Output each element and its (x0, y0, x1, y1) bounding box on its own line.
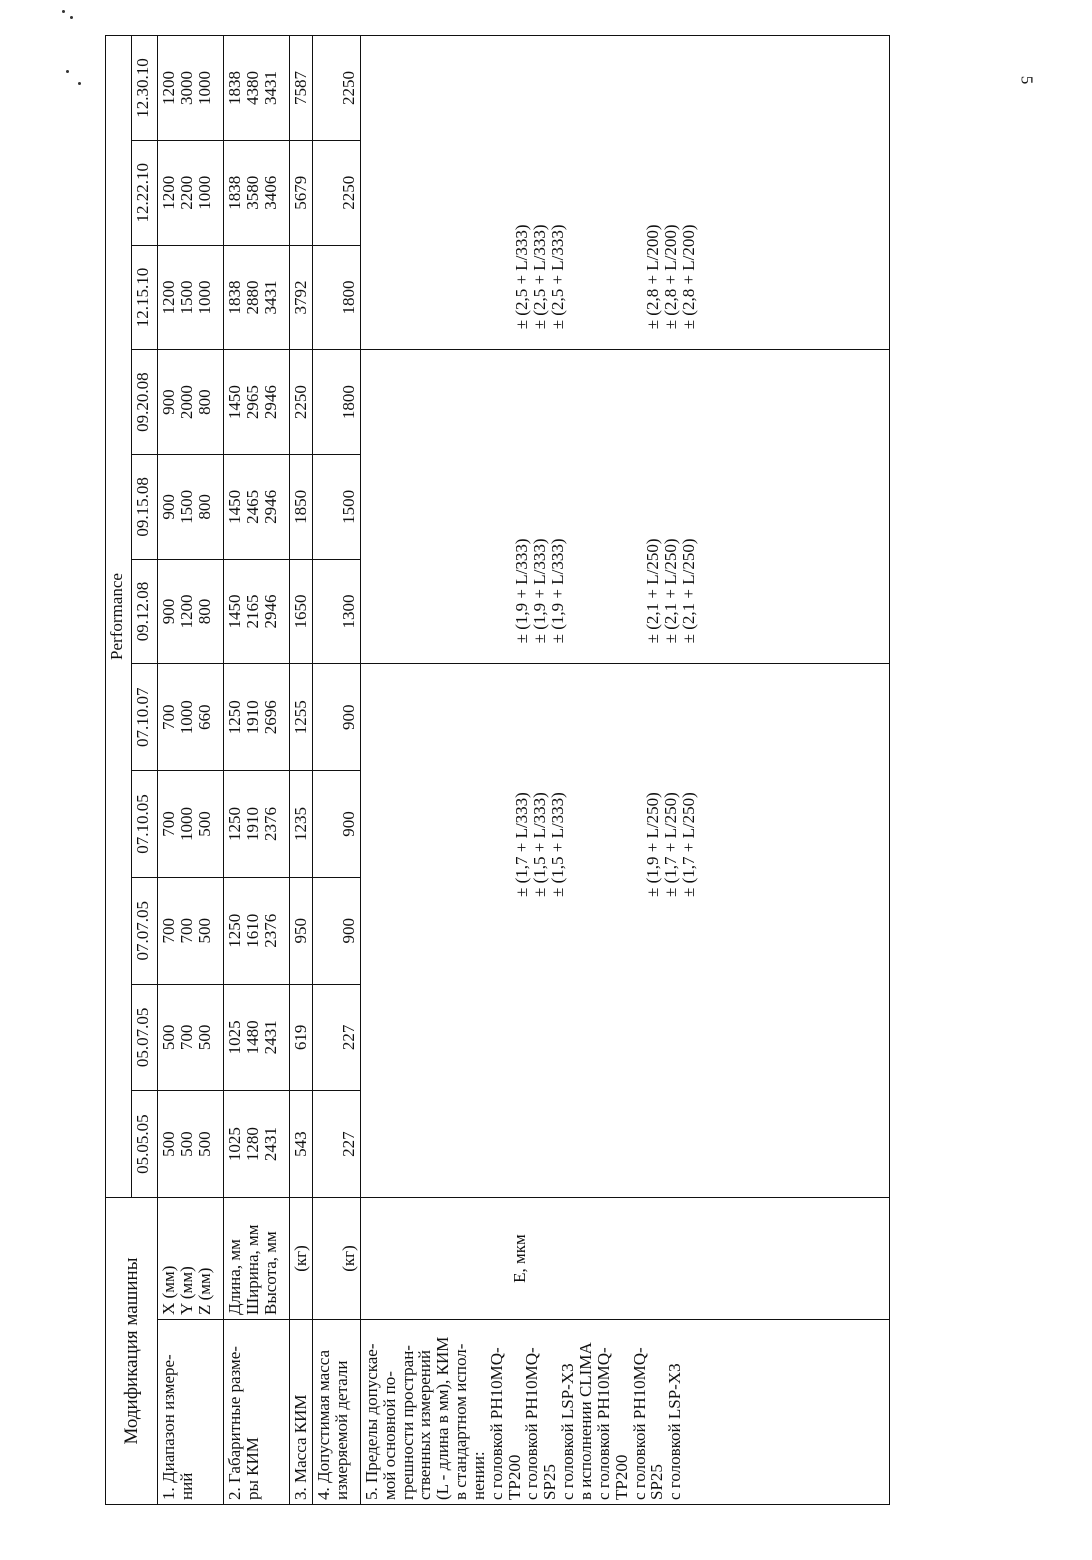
value: 4380 (242, 70, 262, 105)
value-cell (224, 877, 290, 984)
error-label-line: с головкой LSP-X3 (665, 1363, 685, 1500)
value-cell (158, 454, 224, 559)
clima-tolerances (644, 40, 698, 329)
model-code: 12.22.10 (132, 140, 158, 245)
unit-label: Y (мм) (176, 1266, 196, 1315)
value: 2946 (260, 594, 280, 629)
model-code: 12.30.10 (132, 36, 158, 141)
value-cell: 2250 (290, 350, 313, 455)
value: 1500 (176, 280, 196, 315)
value: 1450 (225, 385, 244, 420)
value: 1250 (225, 806, 244, 841)
model-code: 07.07.05 (132, 877, 158, 984)
tolerance: ± (2,5 + L/333) (511, 224, 531, 330)
value: 1910 (242, 700, 262, 735)
error-row (360, 36, 889, 1505)
value-cell: 543 (290, 1091, 313, 1198)
page-number: 5 (1017, 75, 1037, 85)
value-cell (158, 559, 224, 664)
value: 1000 (194, 280, 214, 315)
value-cell: 1255 (290, 664, 313, 771)
error-label-line: мой основной по- (379, 1371, 399, 1500)
value: 1000 (194, 175, 214, 210)
value: 660 (194, 704, 214, 730)
value-cell: 1235 (290, 771, 313, 878)
value: 900 (159, 389, 178, 415)
value-cell (224, 559, 290, 664)
error-label-line: TP200 (611, 1454, 631, 1500)
value: 1200 (159, 280, 178, 315)
tolerance: ± (1,9 + L/250) (643, 792, 663, 898)
value-cell: 900 (312, 877, 360, 984)
value-cell: 3792 (290, 245, 313, 350)
dims-units (224, 1198, 290, 1320)
value: 1450 (225, 489, 244, 524)
value: 2946 (260, 385, 280, 420)
model-code: 12.15.10 (132, 245, 158, 350)
value: 2880 (242, 280, 262, 315)
value: 2431 (260, 1127, 280, 1162)
value-cell (224, 984, 290, 1091)
modification-header: Модификация машины (106, 1198, 158, 1505)
value: 2946 (260, 489, 280, 524)
error-label-line: с головкой PH10MQ- (629, 1347, 649, 1500)
scan-speck (70, 16, 73, 19)
tolerance: ± (1,7 + L/333) (511, 792, 531, 898)
value-cell: 950 (290, 877, 313, 984)
value: 500 (194, 1024, 214, 1051)
tolerance: ± (1,7 + L/250) (661, 792, 681, 898)
model-code: 05.07.05 (132, 984, 158, 1091)
value-cell (158, 245, 224, 350)
value: 1000 (194, 70, 214, 105)
range-row (158, 36, 224, 1505)
range-label: 1. Диапазон измере- ний (158, 1320, 224, 1505)
tolerance: ± (2,5 + L/333) (547, 224, 567, 330)
error-label-line: нении: (468, 1451, 488, 1500)
error-label-line: ственных измерений (415, 1349, 435, 1500)
value: 800 (194, 389, 214, 415)
value: 3000 (176, 70, 196, 105)
value: 500 (159, 1131, 178, 1157)
value-cell (158, 877, 224, 984)
error-label-line: грешности простран- (397, 1345, 417, 1500)
error-label-line: 5. Пределы допускае- (361, 1343, 381, 1500)
value-cell (158, 36, 224, 141)
value: 1000 (176, 806, 196, 841)
value: 1480 (242, 1020, 262, 1055)
error-label-line: с головкой PH10MQ- (486, 1347, 506, 1500)
value: 500 (176, 1131, 196, 1157)
tolerance: ± (2,8 + L/200) (643, 224, 663, 330)
value-cell (158, 771, 224, 878)
value-cell (158, 140, 224, 245)
scan-speck (62, 10, 65, 13)
standard-tolerances (513, 668, 567, 897)
value-cell (158, 664, 224, 771)
value: 2376 (260, 806, 280, 841)
clima-tolerances (644, 668, 698, 897)
value: 1280 (242, 1127, 262, 1162)
tolerance-group (360, 36, 889, 350)
model-code: 07.10.05 (132, 771, 158, 878)
error-label-line: с головкой LSP-X3 (558, 1363, 578, 1500)
tolerance: ± (2,1 + L/250) (679, 538, 699, 644)
tolerance: ± (1,7 + L/250) (679, 792, 699, 898)
tolerance: ± (2,1 + L/250) (643, 538, 663, 644)
value: 2376 (260, 913, 280, 948)
value: 2165 (242, 594, 262, 629)
value-cell: 619 (290, 984, 313, 1091)
value: 2431 (260, 1020, 280, 1055)
value: 700 (159, 704, 178, 730)
spec-table (105, 35, 890, 1505)
value-cell (158, 350, 224, 455)
tolerance: ± (2,5 + L/333) (529, 224, 549, 330)
value-cell: 1300 (312, 559, 360, 664)
dims-row (224, 36, 290, 1505)
value: 500 (194, 811, 214, 837)
part-mass-label: 4. Допустимая масса измеряемой детали (312, 1320, 360, 1505)
value: 700 (176, 917, 196, 944)
value: 1838 (225, 175, 244, 210)
error-label-line: SP25 (647, 1464, 667, 1500)
value-cell (224, 1091, 290, 1198)
value-cell: 227 (312, 1091, 360, 1198)
value-cell (224, 245, 290, 350)
value-cell: 1650 (290, 559, 313, 664)
model-code: 07.10.07 (132, 664, 158, 771)
value: 1025 (225, 1020, 244, 1055)
part-mass-unit: (кг) (312, 1198, 360, 1320)
value-cell: 1800 (312, 245, 360, 350)
tolerance: ± (1,5 + L/333) (547, 792, 567, 898)
value: 3431 (260, 70, 280, 105)
value: 700 (159, 917, 178, 944)
model-code: 09.20.08 (132, 350, 158, 455)
value-cell: 2250 (312, 36, 360, 141)
tolerance: ± (1,9 + L/333) (511, 538, 531, 644)
value: 900 (159, 598, 178, 625)
value: 800 (194, 598, 214, 625)
tolerance: ± (2,8 + L/200) (661, 224, 681, 330)
value: 1250 (225, 913, 244, 948)
unit-label: Z (мм) (194, 1267, 214, 1315)
error-label-line: в стандартном испол- (451, 1343, 471, 1500)
scan-speck (78, 82, 81, 85)
error-label-line: TP200 (504, 1454, 524, 1500)
value: 1200 (159, 175, 178, 210)
value: 1025 (225, 1127, 244, 1162)
tolerance: ± (1,9 + L/333) (529, 538, 549, 644)
value: 700 (176, 1024, 196, 1051)
value: 800 (194, 494, 214, 520)
value: 1610 (242, 913, 262, 948)
mass-label: 3. Масса КИМ (290, 1320, 313, 1505)
value-cell: 227 (312, 984, 360, 1091)
value-cell: 2250 (312, 140, 360, 245)
value: 1200 (159, 70, 178, 105)
value: 2465 (242, 489, 262, 524)
value-cell: 7587 (290, 36, 313, 141)
value-cell: 1850 (290, 454, 313, 559)
tolerance: ± (1,9 + L/333) (547, 538, 567, 644)
error-unit: E, мкм (360, 1198, 889, 1320)
scan-speck (66, 70, 69, 73)
range-units (158, 1198, 224, 1320)
value-cell (224, 140, 290, 245)
standard-tolerances (513, 354, 567, 643)
value-cell (158, 984, 224, 1091)
unit-label: X (мм) (159, 1265, 178, 1315)
tolerance-group (360, 664, 889, 1198)
value: 500 (159, 1024, 178, 1051)
value: 2965 (242, 385, 262, 420)
rotated-spec-table (105, 35, 890, 1505)
clima-tolerances (644, 354, 698, 643)
error-label-line: SP25 (540, 1464, 560, 1500)
value: 3431 (260, 280, 280, 315)
value-cell (224, 664, 290, 771)
value: 1200 (176, 594, 196, 629)
model-code: 05.05.05 (132, 1091, 158, 1198)
unit-label: Длина, мм (225, 1239, 244, 1315)
value: 1838 (225, 280, 244, 315)
value: 1910 (242, 806, 262, 841)
unit-label: Высота, мм (260, 1231, 280, 1315)
value: 1838 (225, 70, 244, 105)
tolerance: ± (2,1 + L/250) (661, 538, 681, 644)
value: 2200 (176, 175, 196, 210)
error-label (360, 1320, 889, 1505)
performance-header: Performance (106, 36, 132, 1198)
value: 900 (159, 494, 178, 520)
value-cell (224, 350, 290, 455)
value: 2000 (176, 385, 196, 420)
value: 3406 (260, 175, 280, 210)
part-mass-row (312, 36, 360, 1505)
value-cell (224, 36, 290, 141)
error-label-line: с головкой PH10MQ- (593, 1347, 613, 1500)
value-cell: 900 (312, 664, 360, 771)
value: 700 (159, 811, 178, 837)
unit-label: Ширина, мм (242, 1224, 262, 1315)
dims-label: 2. Габаритные разме- ры КИМ (224, 1320, 290, 1505)
value-cell: 900 (312, 771, 360, 878)
value: 1250 (225, 700, 244, 735)
standard-tolerances (513, 40, 567, 329)
value: 1450 (225, 594, 244, 629)
value: 500 (194, 1131, 214, 1157)
tolerance-group (360, 350, 889, 664)
value-cell: 1800 (312, 350, 360, 455)
value-cell: 5679 (290, 140, 313, 245)
value: 1500 (176, 489, 196, 524)
value-cell: 1500 (312, 454, 360, 559)
model-code: 09.15.08 (132, 454, 158, 559)
value-cell (224, 771, 290, 878)
mass-unit: (кг) (290, 1198, 313, 1320)
mass-row (290, 36, 313, 1505)
tolerance: ± (1,5 + L/333) (529, 792, 549, 898)
value: 500 (194, 917, 214, 944)
error-label-line: (L - длина в мм), КИМ (433, 1336, 453, 1500)
model-code: 09.12.08 (132, 559, 158, 664)
error-label-line: в исполнении CLIMA (575, 1342, 595, 1500)
value: 3580 (242, 175, 262, 210)
value: 1000 (176, 700, 196, 735)
tolerance: ± (2,8 + L/200) (679, 224, 699, 330)
value-cell (224, 454, 290, 559)
error-label-line: с головкой PH10MQ- (522, 1347, 542, 1500)
value-cell (158, 1091, 224, 1198)
value: 2696 (260, 700, 280, 735)
